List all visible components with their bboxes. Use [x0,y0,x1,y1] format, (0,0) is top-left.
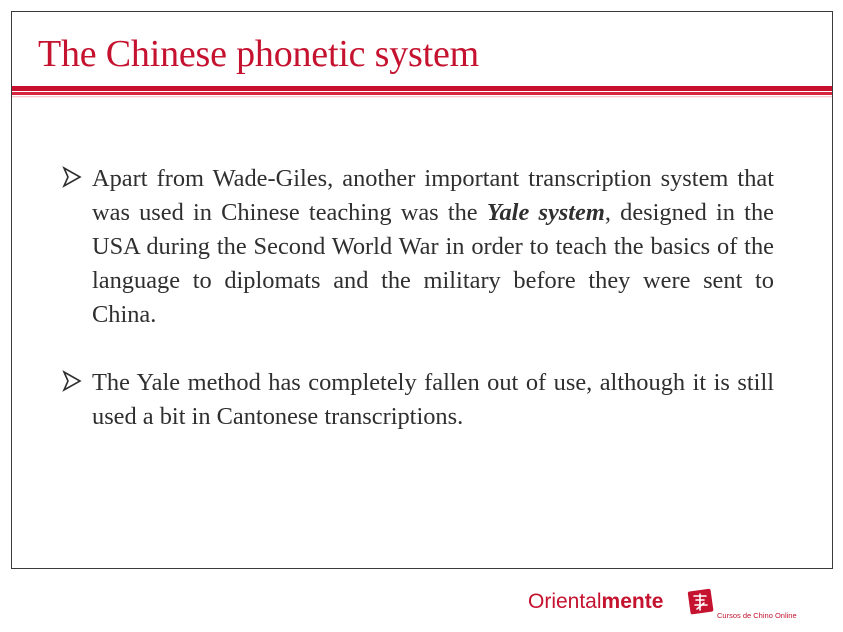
brand-logo-text [528,590,663,614]
brand-regular: Oriental [528,590,602,613]
arrow-bullet-icon [62,165,84,191]
arrow-bullet-icon [62,369,84,395]
underline-band [12,92,832,95]
brand-bold: mente [601,590,664,613]
underline-shadow [12,96,832,98]
brand-tagline: Cursos de Chino Online [717,611,797,620]
slide-title: The Chinese phonetic system [38,33,480,75]
footer-brand [528,584,828,624]
underline-band [12,86,832,91]
bullet-emphasis: Yale system [486,199,605,226]
chinese-seal-icon [686,586,716,616]
bullet-text: The Yale method has completely fallen out of use, although it is still used a bit in Cantonese transcriptions. [92,369,774,430]
title-underline [12,86,832,98]
bullet-text: Apart from Wade-Giles, another important transcription system that was used in Chinese teaching was the [92,165,774,226]
bullet-list [62,162,774,468]
slide [11,11,833,569]
bullet-text: , designed in the USA during the Second World War in order to teach the basics of the language to diplomats and the military before they were sent to China. [92,199,774,328]
bullet-item [62,366,774,434]
bullet-item [62,162,774,332]
